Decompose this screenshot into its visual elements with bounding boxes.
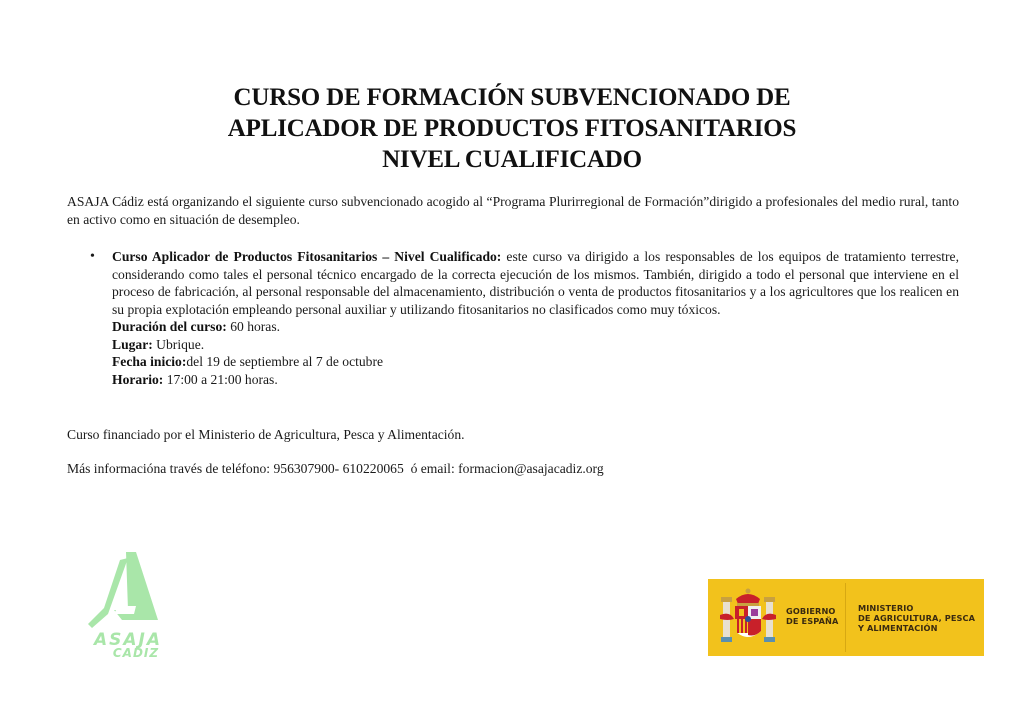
contact-phones: 956307900- 610220065 — [273, 461, 404, 476]
logo-divider — [845, 583, 846, 652]
cadiz-logo-text: CADIZ — [112, 646, 160, 660]
gobierno-espana-ministry-logo — [708, 579, 984, 656]
location-value: Ubrique. — [152, 336, 205, 352]
gobierno-espana-text: GOBIERNO DE ESPAÑA — [786, 606, 839, 626]
course-description-text: este curso va dirigido a los responsables de los equipos de tratamiento terrestre, considerando como tales el personal técnico encargado de la correcta ejecución de los mismos. También, dirigido a todo el personal que interviene en el proceso de fabricación, al personal responsable del almacenamiento, distribución o venta de productos fitosanitarios y a los agricultores que los realicen en su propia explotación empleando personal auxiliar y utilizando fitosanitarios no clasificados como muy tóxicos. — [112, 249, 959, 317]
contact-prefix: Más informacióna través de teléfono: — [67, 461, 274, 476]
ministerio-text: MINISTERIO DE AGRICULTURA, PESCA Y ALIMENTACIÓN — [858, 603, 976, 633]
duration-label: Duración del curso: — [112, 319, 227, 334]
asaja-a-mark-icon — [78, 548, 178, 634]
course-schedule — [112, 371, 959, 389]
contact-email-link[interactable]: formacion@asajacadiz.org — [458, 461, 604, 476]
course-duration — [112, 318, 959, 336]
course-summary — [112, 248, 959, 318]
course-description — [112, 248, 959, 388]
course-name-label: Curso Aplicador de Productos Fitosanitarios – Nivel Cualificado: — [112, 249, 502, 264]
course-bullet-item — [67, 248, 959, 388]
schedule-value: 17:00 a 21:00 horas. — [163, 371, 278, 387]
schedule-label: Horario: — [112, 371, 164, 387]
title-line-1: CURSO DE FORMACIÓN SUBVENCIONADO DE — [233, 84, 791, 111]
start-date-label: Fecha inicio: — [112, 354, 187, 369]
spain-coat-of-arms-icon — [720, 587, 776, 647]
contact-info — [67, 460, 604, 478]
page-title — [0, 82, 1024, 175]
location-label: Lugar: — [112, 336, 153, 352]
funding-note: Curso financiado por el Ministerio de Agricultura, Pesca y Alimentación. — [67, 427, 465, 442]
duration-value: 60 horas. — [226, 319, 281, 334]
title-line-2: APLICADOR DE PRODUCTOS FITOSANITARIOS — [227, 115, 797, 142]
course-location — [112, 336, 959, 354]
asaja-cadiz-logo — [78, 548, 178, 660]
intro-paragraph: ASAJA Cádiz está organizando el siguiente curso subvencionado acogido al “Programa Plurirregional de Formación”dirigido a profesionales del medio rural, tanto en activo como en situación de desempleo. — [67, 194, 959, 227]
start-date-value: del 19 de septiembre al 7 de octubre — [186, 354, 384, 369]
bullet-icon: • — [90, 249, 95, 264]
asaja-logo-text: ASAJA — [93, 630, 163, 650]
course-start-date — [112, 353, 959, 371]
contact-middle: ó email: — [403, 461, 459, 476]
title-line-3: NIVEL CUALIFICADO — [382, 146, 642, 173]
